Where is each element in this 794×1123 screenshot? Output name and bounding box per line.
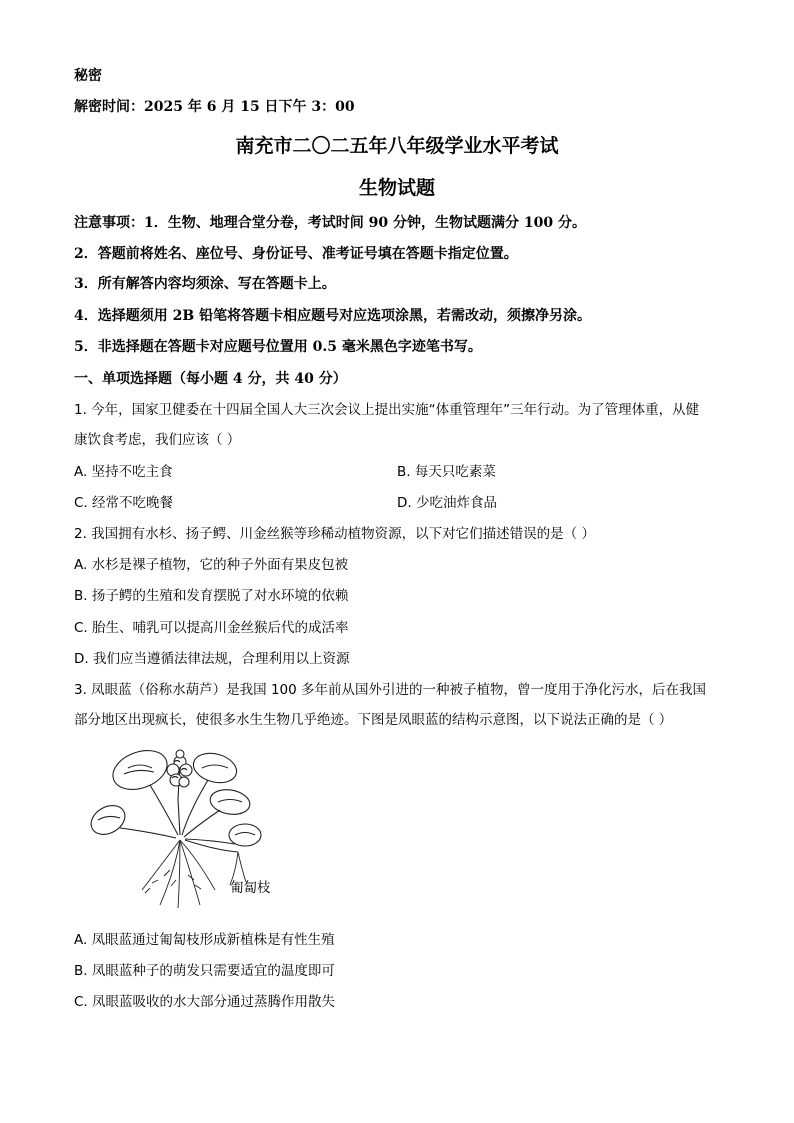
q2-option-c: C. 胎生、哺乳可以提高川金丝猴后代的成活率 [74,620,349,636]
q3-option-c: C. 凤眼蓝吸收的水大部分通过蒸腾作用散失 [74,994,336,1010]
note-4: 4．选择题须用 2B 铅笔将答题卡相应题号对应选项涂黑，若需改动，须擦净另涂。 [74,308,592,324]
q3-option-a: A. 凤眼蓝通过匍匐枝形成新植株是有性生殖 [74,932,335,948]
q3-stem-line2: 部分地区出现疯长，使很多水生生物几乎绝迹。下图是凤眼蓝的结构示意图，以下说法正确的是（ ） [74,712,673,728]
q2-option-a: A. 水杉是裸子植物，它的种子外面有果皮包被 [74,557,349,573]
secret-label: 秘密 [74,68,102,84]
q2-option-d: D. 我们应当遵循法律法规，合理利用以上资源 [74,651,350,667]
q1-option-b: B. 每天只吃素菜 [397,464,496,480]
decrypt-time: 解密时间：2025 年 6 月 15 日下午 3：00 [74,99,355,115]
q1-option-a: A. 坚持不吃主食 [74,464,173,480]
q1-stem-line1: 1. 今年，国家卫健委在十四届全国人大三次会议上提出实施“体重管理年”三年行动。为了管理体重，从健 [74,402,700,418]
q1-option-c: C. 经常不吃晚餐 [74,495,174,511]
q2-stem: 2. 我国拥有水杉、扬子鳄、川金丝猴等珍稀动植物资源，以下对它们描述错误的是（ ） [74,526,595,542]
note-5: 5．非选择题在答题卡对应题号位置用 0.5 毫米黑色字迹笔书写。 [74,339,482,355]
q3-stem-line1: 3. 凤眼蓝（俗称水葫芦）是我国 100 多年前从国外引进的一种被子植物，曾一度用于净化污水，后在我国 [74,682,707,698]
exam-subtitle: 生物试题 [358,177,435,199]
flower-spike [167,750,192,800]
q1-option-d: D. 少吃油炸食品 [397,495,497,511]
stolon [185,840,238,852]
note-3: 3．所有解答内容均须涂、写在答题卡上。 [74,276,336,292]
note-1: 注意事项：1．生物、地理合堂分卷，考试时间 90 分钟，生物试题满分 100 分。 [74,215,586,231]
note-2: 2．答题前将姓名、座位号、身份证号、准考证号填在答题卡指定位置。 [74,246,518,262]
q3-option-b: B. 凤眼蓝种子的萌发只需要适宜的温度即可 [74,963,335,979]
q2-option-b: B. 扬子鳄的生殖和发育摆脱了对水环境的依赖 [74,588,349,604]
leaves [86,744,261,846]
section-heading: 一、单项选择题（每小题 4 分，共 40 分） [74,371,347,387]
q1-stem-line2: 康饮食考虑，我们应该（ ） [74,432,241,448]
exam-title: 南充市二〇二五年八年级学业水平考试 [235,135,559,157]
figure-label-stolon: 匍匐枝 [230,880,271,896]
